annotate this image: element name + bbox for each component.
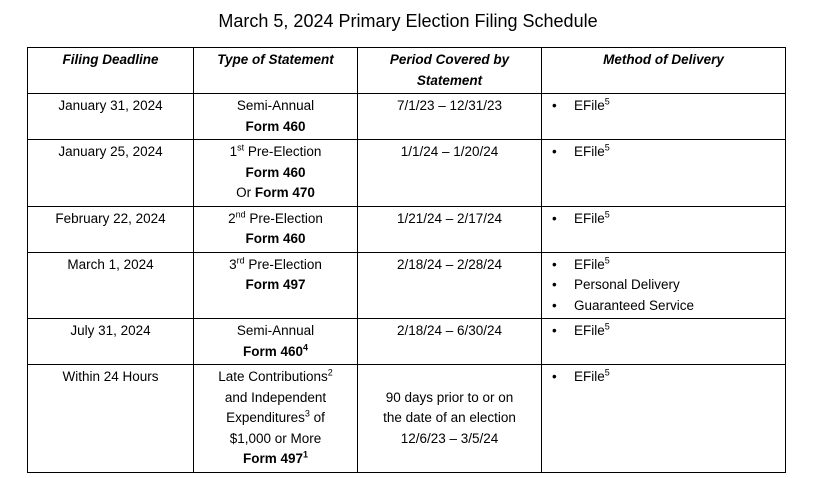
ordinal-number: 2 bbox=[228, 210, 236, 226]
footnote-marker: 5 bbox=[604, 96, 610, 107]
delivery-method-item bbox=[546, 255, 781, 276]
statement-line-text: Late Contributions bbox=[218, 369, 328, 384]
table-row bbox=[28, 94, 786, 140]
page-title: March 5, 2024 Primary Election Filing Schedule bbox=[218, 11, 598, 31]
delivery-method-cell bbox=[542, 94, 786, 140]
delivery-method-item bbox=[546, 367, 781, 388]
filing-deadline-cell: Within 24 Hours bbox=[28, 365, 194, 473]
form-number bbox=[198, 449, 353, 470]
period-covered-cell: 1/1/24 – 1/20/24 bbox=[358, 140, 542, 207]
bullet-icon: • bbox=[552, 277, 557, 292]
bullet-icon: • bbox=[552, 369, 557, 384]
delivery-method-cell bbox=[542, 140, 786, 207]
header-type-of-statement: Type of Statement bbox=[194, 48, 358, 94]
table-row bbox=[28, 140, 786, 207]
footnote-marker: 2 bbox=[327, 367, 333, 378]
footnote-marker: 5 bbox=[604, 321, 610, 332]
table-row bbox=[28, 365, 786, 473]
form-number-text: Form 497 bbox=[242, 451, 303, 466]
delivery-method-cell bbox=[542, 319, 786, 365]
form-number: Form 460 bbox=[245, 118, 306, 134]
bullet-icon: • bbox=[552, 144, 557, 159]
period-covered-cell: 7/1/23 – 12/31/23 bbox=[358, 94, 542, 140]
filing-deadline-cell: July 31, 2024 bbox=[28, 319, 194, 365]
delivery-method-cell bbox=[542, 252, 786, 319]
footnote-marker: 4 bbox=[303, 342, 309, 352]
footnote-marker: 3 bbox=[304, 408, 310, 419]
footnote-marker: 5 bbox=[604, 255, 610, 265]
bullet-icon: • bbox=[552, 297, 557, 313]
filing-deadline-cell: March 1, 2024 bbox=[28, 252, 194, 319]
delivery-method-cell bbox=[542, 206, 786, 252]
period-covered-cell: 2/18/24 – 6/30/24 bbox=[358, 319, 542, 365]
filing-deadline-cell: January 31, 2024 bbox=[28, 94, 194, 140]
statement-line bbox=[198, 408, 353, 429]
form-number-text: Form 460 bbox=[242, 343, 303, 359]
ordinal-number: 1 bbox=[229, 144, 238, 159]
form-number-alt: Form 470 bbox=[254, 185, 315, 200]
bullet-icon: • bbox=[552, 323, 557, 338]
filing-deadline-cell: February 22, 2024 bbox=[28, 206, 194, 252]
delivery-method-item bbox=[546, 142, 781, 163]
header-period-line2: Statement bbox=[416, 72, 483, 88]
statement-type-cell bbox=[194, 94, 358, 140]
statement-label: Semi-Annual bbox=[236, 323, 315, 338]
bullet-icon: • bbox=[552, 256, 557, 272]
statement-label bbox=[198, 255, 353, 276]
statement-line: and Independent bbox=[224, 389, 327, 405]
delivery-method-label: Personal Delivery bbox=[574, 277, 680, 292]
header-filing-deadline: Filing Deadline bbox=[28, 48, 194, 94]
delivery-method-label: EFile bbox=[574, 369, 605, 384]
ordinal-suffix: st bbox=[237, 142, 245, 153]
bullet-icon: • bbox=[552, 210, 557, 226]
ordinal-suffix: nd bbox=[235, 209, 246, 219]
footnote-marker: 5 bbox=[604, 209, 610, 219]
form-number: Form 460 bbox=[245, 231, 306, 246]
statement-line-text: Expenditures bbox=[226, 410, 305, 425]
delivery-method-item bbox=[546, 96, 781, 117]
form-number: Form 460 bbox=[245, 164, 306, 180]
period-line: the date of an election bbox=[383, 410, 516, 425]
form-number: Form 497 bbox=[245, 277, 306, 292]
statement-type-cell bbox=[194, 365, 358, 473]
header-method-of-delivery: Method of Delivery bbox=[542, 48, 786, 94]
statement-line: $1,000 or More bbox=[229, 430, 322, 446]
statement-line bbox=[198, 367, 353, 388]
ordinal-suffix: rd bbox=[236, 255, 245, 265]
form-number bbox=[198, 342, 353, 363]
header-period-covered bbox=[358, 48, 542, 94]
statement-label: Semi-Annual bbox=[236, 98, 315, 113]
period-line: 90 days prior to or on bbox=[385, 389, 514, 405]
table-header-row bbox=[28, 48, 786, 94]
statement-label-text: Pre-Election bbox=[244, 256, 322, 272]
statement-type-cell bbox=[194, 319, 358, 365]
period-line: 12/6/23 – 3/5/24 bbox=[400, 430, 499, 446]
delivery-method-label: EFile bbox=[574, 323, 605, 338]
table-row bbox=[28, 206, 786, 252]
delivery-method-cell bbox=[542, 365, 786, 473]
or-text: Or bbox=[236, 185, 255, 200]
delivery-method-label: EFile bbox=[574, 210, 605, 226]
footnote-marker: 1 bbox=[303, 449, 309, 460]
bullet-icon: • bbox=[552, 98, 557, 113]
table-row bbox=[28, 252, 786, 319]
delivery-method-label: EFile bbox=[574, 144, 605, 159]
statement-type-cell bbox=[194, 252, 358, 319]
delivery-method-label: EFile bbox=[574, 98, 605, 113]
delivery-method-item bbox=[546, 209, 781, 230]
header-period-line1: Period Covered by bbox=[389, 52, 510, 67]
delivery-method-label: EFile bbox=[574, 256, 605, 272]
footnote-marker: 5 bbox=[604, 142, 610, 153]
alternate-form bbox=[198, 183, 353, 204]
delivery-method-item bbox=[546, 321, 781, 342]
statement-label-text: Pre-Election bbox=[245, 210, 323, 226]
statement-label bbox=[198, 209, 353, 230]
period-covered-cell: 2/18/24 – 2/28/24 bbox=[358, 252, 542, 319]
statement-label bbox=[198, 142, 353, 163]
delivery-method-item bbox=[546, 296, 781, 317]
period-covered-cell bbox=[358, 365, 542, 473]
statement-label-text: Pre-Election bbox=[244, 144, 322, 159]
statement-type-cell bbox=[194, 140, 358, 207]
delivery-method-item bbox=[546, 275, 781, 296]
filing-deadline-cell: January 25, 2024 bbox=[28, 140, 194, 207]
ordinal-number: 3 bbox=[229, 256, 237, 272]
delivery-method-label: Guaranteed Service bbox=[574, 297, 695, 313]
statement-type-cell bbox=[194, 206, 358, 252]
statement-line-tail: of bbox=[309, 410, 325, 425]
table-row bbox=[28, 319, 786, 365]
period-covered-cell: 1/21/24 – 2/17/24 bbox=[358, 206, 542, 252]
filing-schedule-table bbox=[27, 47, 786, 473]
footnote-marker: 5 bbox=[604, 367, 610, 378]
